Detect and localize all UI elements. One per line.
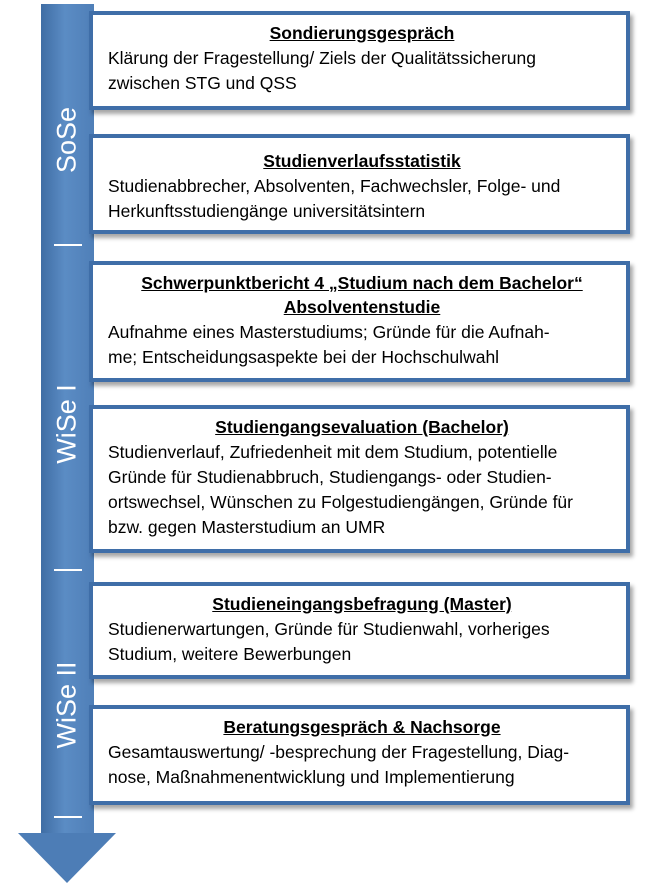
step-description-line: ortswechsel, Wünschen zu Folgestudiengängen, Gründe für — [108, 492, 573, 512]
step-description-line: Studienabbrecher, Absolventen, Fachwechsler, Folge- und — [108, 176, 561, 196]
step-box-beratungsgespraech — [89, 705, 630, 805]
phase-label-wise-1: WiSe I — [51, 384, 82, 464]
step-description-line: bzw. gegen Masterstudium an UMR — [108, 517, 386, 537]
step-description-line: me; Entscheidungsaspekte bei der Hochschulwahl — [108, 347, 500, 367]
step-description-line: Aufnahme eines Masterstudiums; Gründe für die Aufnah- — [108, 322, 550, 342]
step-description — [108, 46, 616, 96]
step-description-line: nose, Maßnahmenentwicklung und Implementierung — [108, 767, 515, 787]
step-description — [108, 174, 616, 224]
step-title: Studiengangsevaluation (Bachelor) — [215, 417, 509, 437]
step-description — [108, 320, 616, 370]
arrow-head — [18, 833, 116, 883]
step-title: Studieneingangsbefragung (Master) — [212, 594, 512, 614]
step-description-line: Gründe für Studienabbruch, Studiengangs- oder Studien- — [108, 467, 552, 487]
step-description-line: Klärung der Fragestellung/ Ziels der Qualitätssicherung — [108, 48, 536, 68]
step-description-line: zwischen STG und QSS — [108, 73, 297, 93]
step-description-line: Herkunftsstudiengänge universitätsintern — [108, 201, 426, 221]
phase-divider — [54, 244, 82, 246]
phase-label-sose: SoSe — [51, 106, 82, 174]
step-box-studiengangsevaluation — [89, 405, 630, 553]
phase-label-wise-2: WiSe II — [51, 661, 82, 749]
step-title: Sondierungsgespräch — [269, 23, 455, 43]
phase-divider — [54, 816, 82, 818]
step-title: Schwerpunktbericht 4 „Studium nach dem Bachelor“ — [141, 273, 583, 293]
step-box-sondierungsgespraech — [89, 11, 630, 110]
step-box-studienverlaufsstatistik — [89, 134, 630, 234]
step-subtitle: Absolventenstudie — [283, 297, 441, 317]
step-description — [108, 740, 616, 790]
step-description-line: Studienerwartungen, Gründe für Studienwahl, vorheriges — [108, 619, 550, 639]
step-description-line: Gesamtauswertung/ -besprechung der Fragestellung, Diag- — [108, 742, 570, 762]
step-description — [108, 617, 616, 667]
step-description — [108, 440, 616, 540]
phase-divider — [54, 569, 82, 571]
step-box-schwerpunktbericht — [89, 261, 630, 382]
step-title: Studienverlaufsstatistik — [263, 151, 461, 171]
step-description-line: Studium, weitere Bewerbungen — [108, 644, 352, 664]
step-description-line: Studienverlauf, Zufriedenheit mit dem Studium, potentielle — [108, 442, 558, 462]
step-box-studieneingangsbefragung — [89, 582, 630, 679]
step-title: Beratungsgespräch & Nachsorge — [223, 717, 501, 737]
